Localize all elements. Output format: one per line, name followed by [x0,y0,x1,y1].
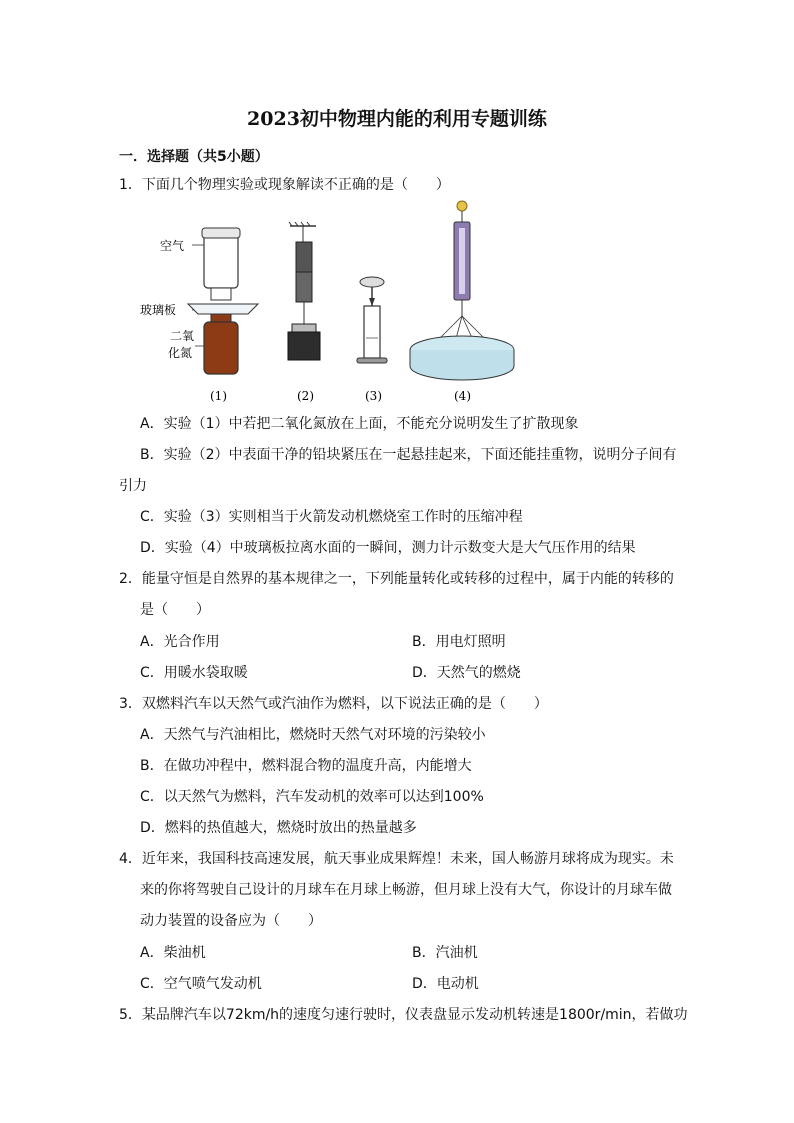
question-2-stem: 2．能量守恒是自然界的基本规律之一，下列能量转化或转移的过程中，属于内能的转移的 [119,571,674,587]
air-jar [204,234,238,288]
hanging-weight [288,332,320,360]
question-3-stem: 3．双燃料汽车以天然气或汽油作为燃料，以下说法正确的是（ ） [119,696,548,712]
q1-option-b: B．实验（2）中表面干净的铅块紧压在一起悬挂起来，下面还能挂重物，说明分子间有 [140,447,677,463]
q2-option-d: D．天然气的燃烧 [412,665,521,681]
figure-4-spring-scale [410,201,514,403]
q4-option-d: D．电动机 [412,976,479,992]
q1-option-c: C．实验（3）实则相当于火箭发动机燃烧室工作时的压缩冲程 [140,509,523,525]
lead-block-top [296,242,312,272]
q1-option-a: A．实验（1）中若把二氧化氮放在上面，不能充分说明发生了扩散现象 [140,416,579,432]
q3-option-a: A．天然气与汽油相比，燃烧时天然气对环境的污染较小 [140,727,486,743]
q4-option-c: C．空气喷气发动机 [140,976,262,992]
question-4-stem: 4．近年来，我国科技高速发展，航天事业成果辉煌！未来，国人畅游月球将成为现实。未 [119,851,674,867]
question-5-stem: 5．某品牌汽车以72km/h的速度匀速行驶时，仪表盘显示发动机转速是1800r/min，若做功 [119,1007,688,1023]
q4-option-b: B．汽油机 [412,945,478,961]
q3-option-c: C．以天然气为燃料，汽车发动机的效率可以达到100% [140,789,484,805]
caption-4: (4) [454,389,471,403]
page-title: 2023初中物理内能的利用专题训练 [247,108,547,130]
label-no2-line1: 二氧 [170,329,195,343]
caption-1: (1) [210,389,227,403]
label-no2-line2: 化氮 [168,346,193,360]
figure-2-lead-blocks [288,222,320,403]
label-air: 空气 [160,239,185,253]
lead-block-bottom [296,272,312,302]
caption-2: (2) [297,389,314,403]
question-2-stem-continued: 是（ ） [140,602,210,618]
q1-option-b-continued: 引力 [119,478,147,494]
question-4-stem-line2: 来的你将驾驶自己设计的月球车在月球上畅游，但月球上没有大气，你设计的月球车做 [140,882,672,898]
q2-option-b: B．用电灯照明 [412,634,506,650]
question-1-stem: 1．下面几个物理实验或现象解读不正确的是（ ） [119,177,450,193]
label-glass-plate: 玻璃板 [140,303,177,317]
q4-option-a: A．柴油机 [140,945,206,961]
q1-option-d: D．实验（4）中玻璃板拉离水面的一瞬间，测力计示数变大是大气压作用的结果 [140,540,636,556]
question-4-stem-line3: 动力装置的设备应为（ ） [140,913,322,929]
figure-1-gas-jars [140,228,258,403]
q2-option-a: A．光合作用 [140,634,220,650]
glass-plate [188,304,258,314]
caption-3: (3) [365,389,382,403]
q3-option-d: D．燃料的热值越大，燃烧时放出的热量越多 [140,820,417,836]
no2-jar [204,322,238,374]
q3-option-b: B．在做功冲程中，燃料混合物的温度升高，内能增大 [140,758,472,774]
syringe-tube [364,306,380,358]
q2-option-c: C．用暖水袋取暖 [140,665,248,681]
section-heading: 一．选择题（共5小题） [119,149,269,165]
experiment-figure [140,198,560,408]
figure-3-syringe [357,277,387,403]
